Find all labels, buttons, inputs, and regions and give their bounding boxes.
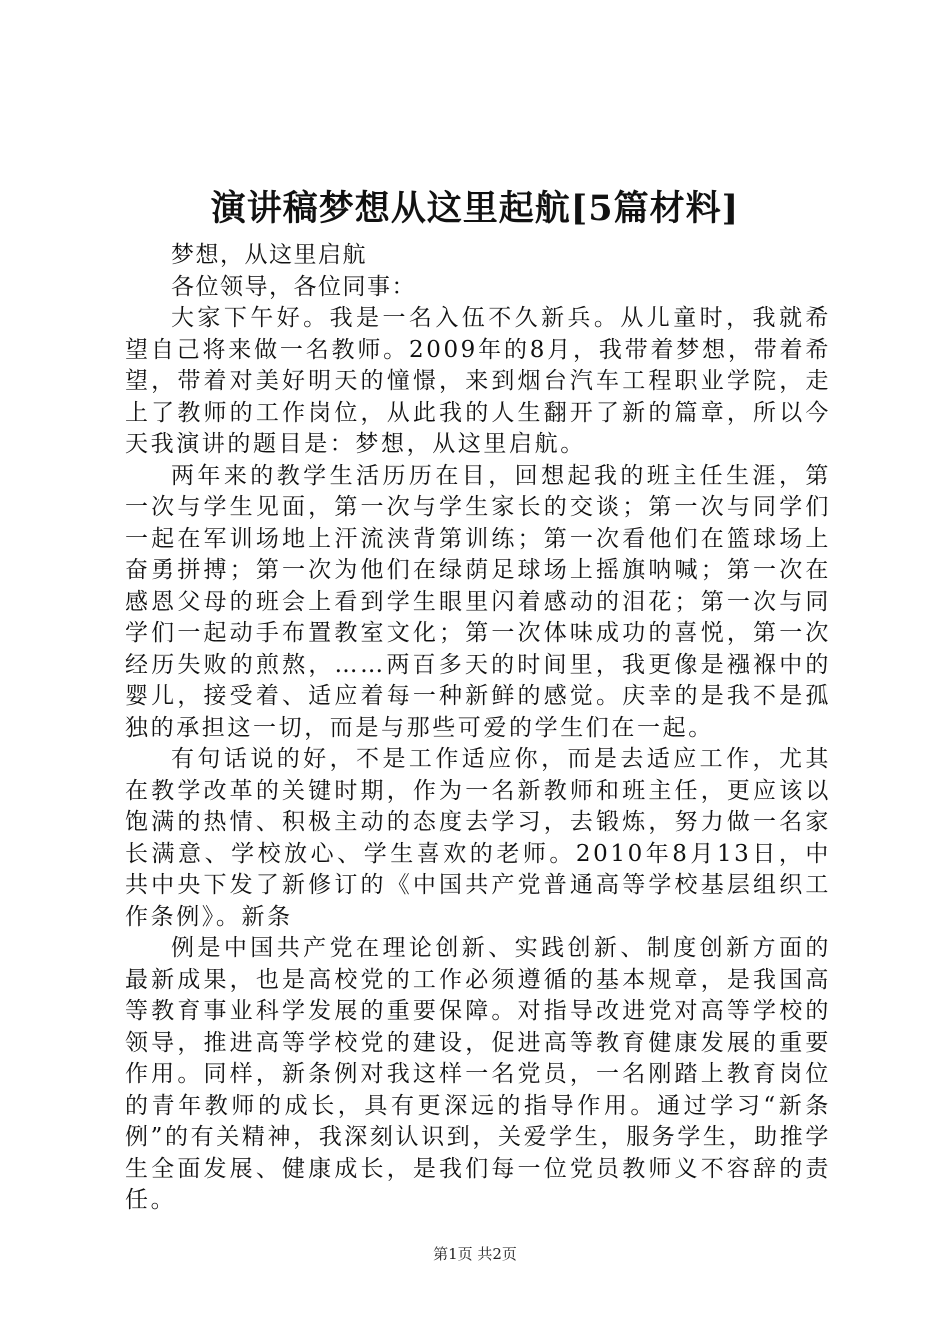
document-title: 演讲稿梦想从这里起航[5篇材料]	[210, 188, 740, 229]
body-paragraph: 大家下午好。我是一名入伍不久新兵。从儿童时，我就希望自己将来做一名教师。2009年的8月，我带着梦想，带着希望，带着对美好明天的憧憬，来到烟台汽车工程职业学院，走上了教师的工作岗位，从此我的人生翻开了新的篇章，所以今天我演讲的题目是：梦想，从这里启航。	[125, 305, 831, 457]
body-paragraph: 有句话说的好，不是工作适应你，而是去适应工作，尤其在教学改革的关键时期，作为一名新教师和班主任，更应该以饱满的热情、积极主动的态度去学习，去锻炼，努力做一名家长满意、学校放心、学生喜欢的老师。2010年8月13日，中共中央下发了新修订的《中国共产党普通高等学校基层组织工作条例》。新条	[125, 746, 831, 930]
salutation: 各位领导，各位同事：	[171, 273, 416, 300]
speech-heading: 梦想，从这里启航	[171, 242, 367, 268]
document-body	[125, 240, 831, 1217]
body-paragraph: 例是中国共产党在理论创新、实践创新、制度创新方面的最新成果，也是高校党的工作必须遵循的基本规章，是我国高等教育事业科学发展的重要保障。对指导改进党对高等学校的领导，推进高等学校党的建设，促进高等教育健康发展的重要作用。同样，新条例对我这样一名党员，一名刚踏上教育岗位的青年教师的成长，具有更深远的指导作用。通过学习“新条例”的有关精神，我深刻认识到，关爱学生，服务学生，助推学生全面发展、健康成长，是我们每一位党员教师义不容辞的责任。	[125, 935, 831, 1213]
page-number: 第1页 共2页	[433, 1245, 517, 1263]
body-paragraph: 两年来的教学生活历历在目，回想起我的班主任生涯，第一次与学生见面，第一次与学生家长的交谈；第一次与同学们一起在军训场地上汗流浃背第训练；第一次看他们在篮球场上奋勇拼搏；第一次为他们在绿荫足球场上摇旗呐喊；第一次在感恩父母的班会上看到学生眼里闪着感动的泪花；第一次与同学们一起动手布置教室文化；第一次体味成功的喜悦，第一次经历失败的煎熬，……两百多天的时间里，我更像是襁褓中的婴儿，接受着、适应着每一种新鲜的感觉。庆幸的是我不是孤独的承担这一切，而是与那些可爱的学生们在一起。	[125, 462, 831, 741]
